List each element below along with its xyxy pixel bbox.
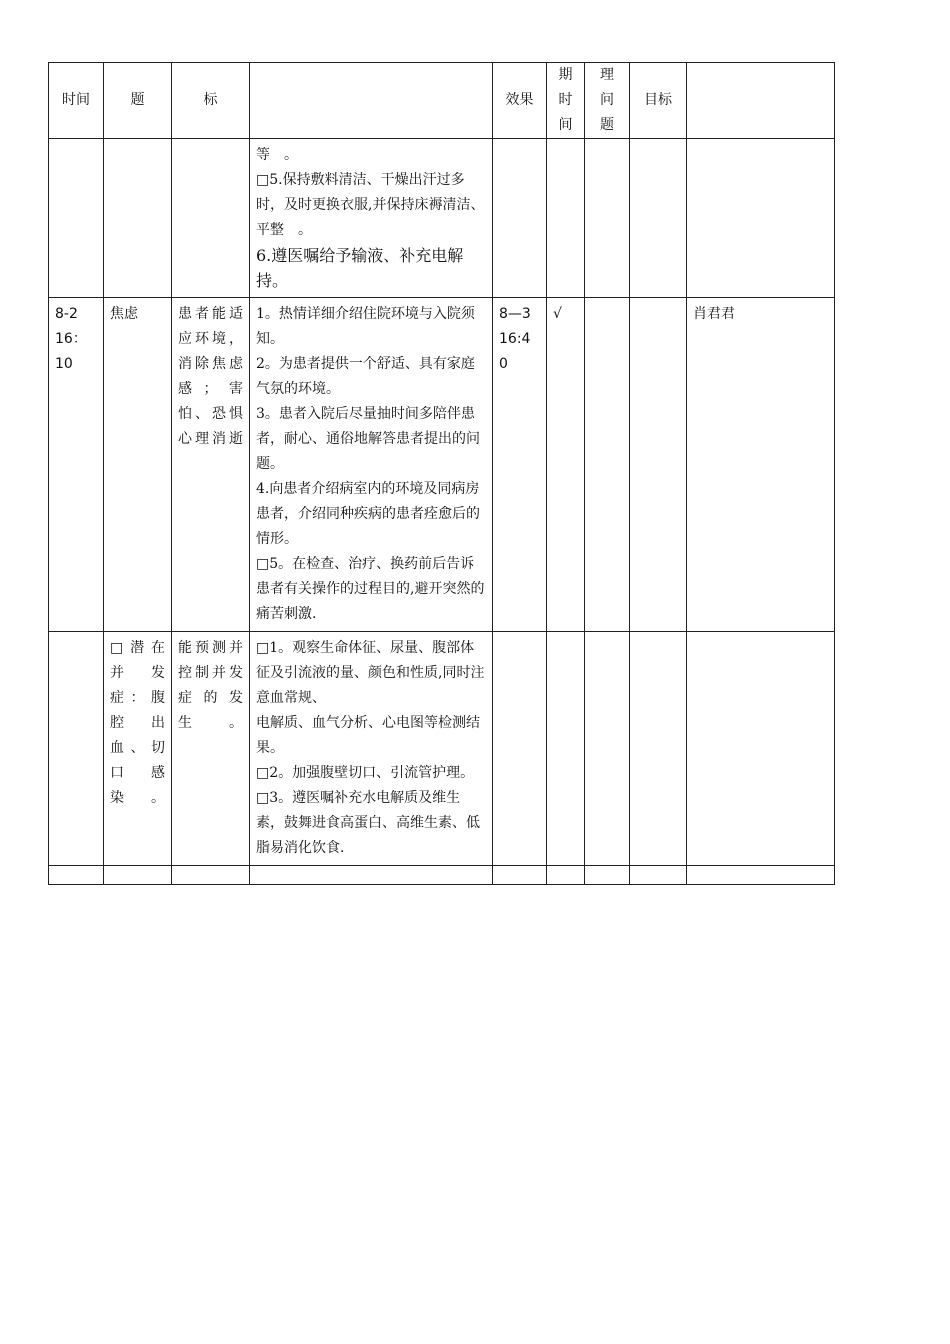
header-issue-1: 理: [600, 67, 614, 83]
measure-line: 3。患者入院后尽量抽时间多陪伴患者，耐心、通俗地解答患者提出的问题。: [256, 406, 480, 472]
measure-line: □2。加强腹壁切口、引流管护理。: [256, 765, 475, 781]
measure-line: 2。为患者提供一个舒适、具有家庭气氛的环境。: [256, 356, 475, 397]
header-period-1: 期: [558, 67, 573, 83]
check-mark: √: [547, 298, 585, 632]
header-problem: 题: [104, 63, 172, 139]
measure-line: 等 。: [256, 147, 298, 163]
measure-line: □1。观察生命体征、尿量、腹部体征及引流液的量、颜色和性质,同时注意血常规、: [256, 640, 485, 706]
signature-cell: 肖君君: [687, 298, 835, 632]
problem-cell: 焦虑: [104, 298, 172, 632]
header-period-2: 时: [558, 92, 573, 108]
table-row: [49, 632, 835, 866]
time-line: 8-2: [55, 306, 78, 322]
measure-line: □3。遵医嘱补充水电解质及维生素，鼓舞进食高蛋白、高维生素、低脂易消化饮食.: [256, 790, 480, 856]
time-cell: [49, 298, 104, 632]
header-signature: [687, 63, 835, 139]
table-row: [49, 139, 835, 298]
table-row: [49, 298, 835, 632]
goal-cell: 患者能适应环境，消除焦虑感；害怕、恐惧心理消逝: [172, 298, 250, 632]
nursing-care-table: [48, 62, 835, 885]
effect-line: 8—3: [499, 306, 531, 322]
effect-line: 0: [499, 356, 508, 372]
header-period: [547, 63, 585, 139]
measures-cell: [250, 139, 493, 298]
problem-cell: □潜在并发症：腹腔出血、切口感染。: [104, 632, 172, 866]
header-target: 目标: [630, 63, 687, 139]
header-measures: [250, 63, 493, 139]
measure-line: 电解质、血气分析、心电图等检测结果。: [256, 715, 480, 756]
measure-line: □5.保持敷料清洁、干燥出汗过多时，及时更换衣服,并保持床褥清洁、平整 。: [256, 172, 485, 238]
header-issue-2: 问: [600, 92, 614, 108]
goal-cell: 能预测并控制并发症的发生。: [172, 632, 250, 866]
header-period-3: 间: [558, 117, 573, 133]
header-issue: [585, 63, 630, 139]
header-effect: 效果: [493, 63, 547, 139]
measures-cell: [250, 632, 493, 866]
measure-line: 4.向患者介绍病室内的环境及同病房患者，介绍同种疾病的患者痊愈后的情形。: [256, 481, 480, 547]
effect-cell: [493, 298, 547, 632]
header-time: 时间: [49, 63, 104, 139]
effect-line: 16:4: [499, 331, 531, 347]
header-goal: 标: [172, 63, 250, 139]
measure-line: □5。在检查、治疗、换药前后告诉患者有关操作的过程目的,避开突然的痛苦刺激.: [256, 556, 485, 622]
table-row: [49, 866, 835, 885]
measure-line: 6.遵医嘱给予输液、补充电解持。: [256, 246, 464, 290]
measures-cell: [250, 298, 493, 632]
header-issue-3: 题: [600, 117, 614, 133]
time-line: 10: [55, 356, 73, 372]
measure-line: 1。热情详细介绍住院环境与入院须知。: [256, 306, 475, 347]
time-line: 16：: [55, 331, 87, 347]
header-row: [49, 63, 835, 139]
